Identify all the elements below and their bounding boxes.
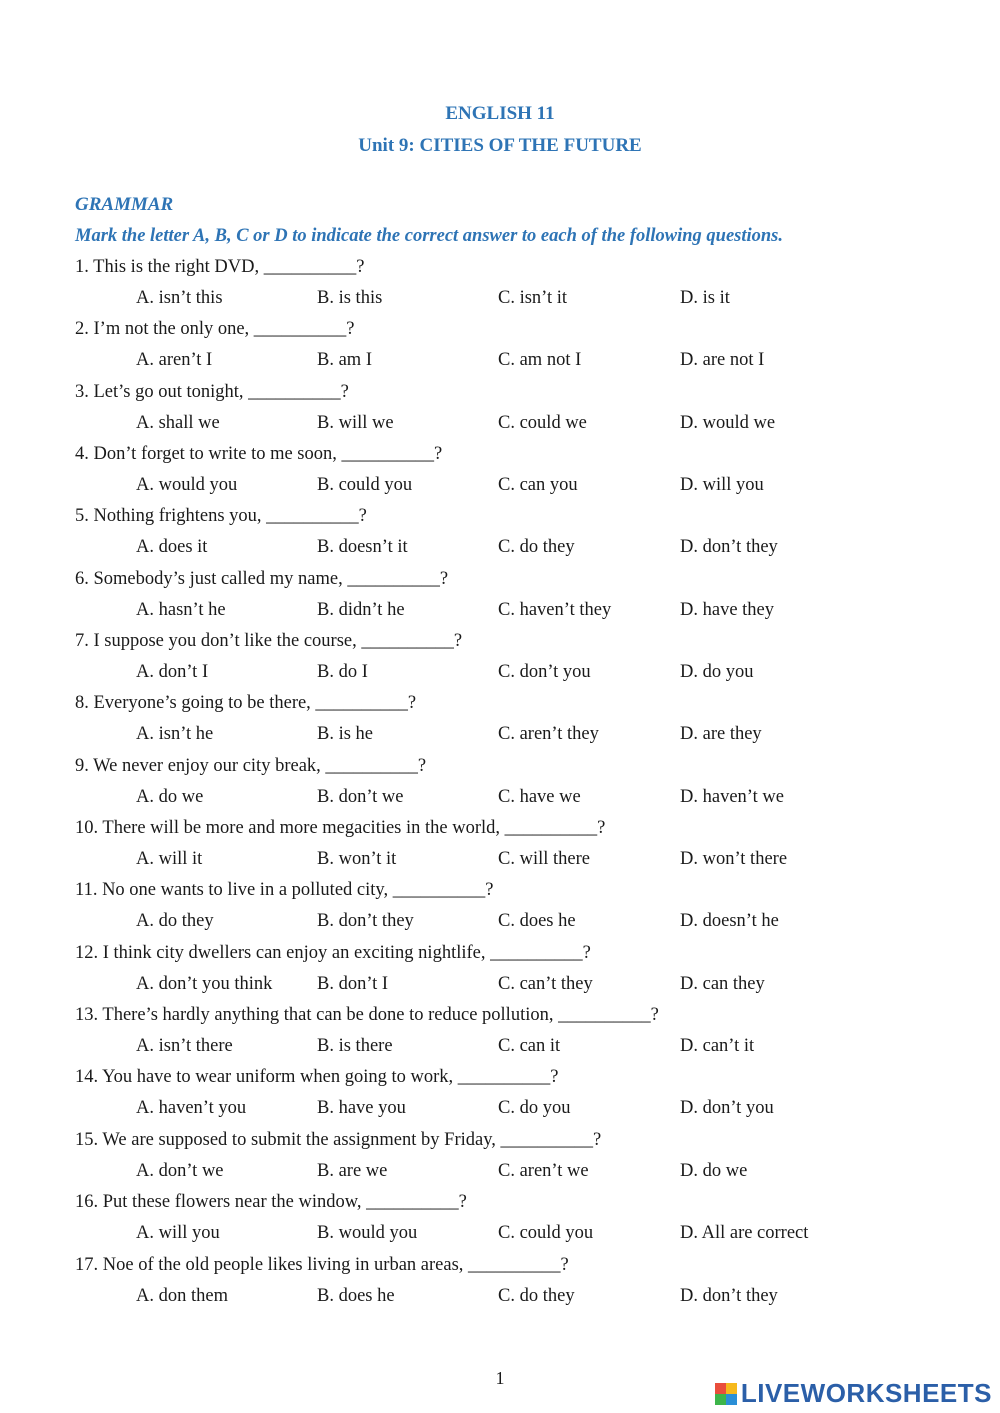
answer-options (75, 1035, 935, 1059)
option-d[interactable]: D. can they (680, 973, 765, 994)
logo-square-green (715, 1394, 726, 1405)
option-b[interactable]: B. have you (317, 1098, 406, 1119)
option-d[interactable]: D. would we (680, 412, 776, 433)
option-c[interactable]: C. isn’t it (498, 288, 568, 308)
answer-options (75, 1222, 935, 1246)
option-c[interactable]: C. aren’t they (498, 724, 599, 745)
question-stem: 9. We never enjoy our city break, __________? (75, 755, 427, 776)
answer-options (75, 723, 935, 747)
question-stem: 17. Noe of the old people likes living in urban areas, __________? (75, 1254, 569, 1275)
option-b[interactable]: B. doesn’t it (317, 537, 408, 558)
option-c[interactable]: C. can’t they (498, 973, 593, 994)
option-a[interactable]: A. isn’t this (136, 288, 223, 308)
option-d[interactable]: D. is it (680, 288, 730, 308)
question-stem: 16. Put these flowers near the window, __________? (75, 1192, 467, 1213)
question-stem: 5. Nothing frightens you, __________? (75, 506, 367, 527)
option-a[interactable]: A. haven’t you (136, 1098, 247, 1119)
section-heading: GRAMMAR (75, 194, 174, 215)
option-a[interactable]: A. will it (136, 849, 203, 870)
question-item (75, 439, 935, 501)
option-d[interactable]: D. won’t there (680, 849, 788, 870)
liveworksheets-logo[interactable] (715, 1378, 992, 1409)
option-d[interactable]: D. are not I (680, 350, 765, 371)
option-b[interactable]: B. are we (317, 1160, 388, 1181)
question-item (75, 1125, 935, 1187)
option-a[interactable]: A. shall we (136, 412, 220, 433)
liveworksheets-brand-text: LIVEWORKSHEETS (740, 1378, 992, 1408)
option-d[interactable]: D. do we (680, 1160, 748, 1181)
answer-options (75, 1097, 935, 1121)
question-stem: 8. Everyone’s going to be there, __________? (75, 693, 417, 714)
option-b[interactable]: B. does he (317, 1285, 395, 1306)
option-a[interactable]: A. will you (136, 1223, 220, 1244)
option-b[interactable]: B. is there (317, 1036, 393, 1057)
option-b[interactable]: B. is this (317, 288, 383, 308)
question-stem: 12. I think city dwellers can enjoy an exciting nightlife, __________? (75, 942, 591, 963)
question-item (75, 1062, 935, 1124)
question-item (75, 1000, 935, 1062)
question-item (75, 1250, 935, 1312)
option-c[interactable]: C. haven’t they (498, 599, 612, 620)
question-stem: 1. This is the right DVD, __________? (75, 257, 365, 277)
option-d[interactable]: D. can’t it (680, 1036, 755, 1057)
option-b[interactable]: B. won’t it (317, 849, 397, 870)
option-d[interactable]: D. don’t you (680, 1098, 774, 1119)
question-item (75, 377, 935, 439)
question-stem: 15. We are supposed to submit the assignment by Friday, __________? (75, 1129, 602, 1150)
option-d[interactable]: D. are they (680, 724, 762, 745)
question-stem: 3. Let’s go out tonight, __________? (75, 381, 349, 402)
option-a[interactable]: A. aren’t I (136, 350, 213, 371)
answer-options (75, 1160, 935, 1184)
option-d[interactable]: D. do you (680, 662, 754, 683)
option-b[interactable]: B. could you (317, 475, 413, 496)
option-d[interactable]: D. have they (680, 599, 775, 620)
question-list (75, 252, 935, 1312)
option-a[interactable]: A. isn’t he (136, 724, 214, 745)
answer-options (75, 973, 935, 997)
option-d[interactable]: D. haven’t we (680, 786, 784, 807)
answer-options (75, 1285, 935, 1309)
answer-options (75, 599, 935, 623)
question-item (75, 626, 935, 688)
answer-options (75, 910, 935, 934)
option-a[interactable]: A. don’t you think (136, 973, 273, 994)
option-a[interactable]: A. do we (136, 786, 204, 807)
option-d[interactable]: D. don’t they (680, 537, 778, 558)
answer-options (75, 474, 935, 498)
answer-options (75, 287, 935, 311)
answer-options (75, 848, 935, 872)
option-a[interactable]: A. hasn’t he (136, 599, 226, 620)
question-item (75, 314, 935, 376)
question-item (75, 688, 935, 750)
question-item (75, 813, 935, 875)
question-item (75, 938, 935, 1000)
option-c[interactable]: C. aren’t we (498, 1160, 589, 1181)
instruction-text: Mark the letter A, B, C or D to indicate the correct answer to each of the following questions. (75, 226, 783, 246)
option-c[interactable]: C. do you (498, 1098, 571, 1119)
option-b[interactable]: B. don’t I (317, 973, 389, 994)
question-item (75, 252, 935, 314)
question-item (75, 564, 935, 626)
option-d[interactable]: D. All are correct (680, 1223, 809, 1244)
answer-options (75, 786, 935, 810)
option-b[interactable]: B. will we (317, 412, 394, 433)
option-b[interactable]: B. am I (317, 350, 372, 371)
question-stem: 13. There’s hardly anything that can be done to reduce pollution, __________? (75, 1005, 659, 1026)
option-b[interactable]: B. is he (317, 724, 374, 745)
question-item (75, 1187, 935, 1249)
question-stem: 10. There will be more and more megacities in the world, __________? (75, 818, 606, 839)
option-b[interactable]: B. didn’t he (317, 599, 405, 620)
option-d[interactable]: D. doesn’t he (680, 911, 779, 932)
logo-square-yellow (726, 1383, 737, 1394)
option-c[interactable]: C. don’t you (498, 662, 591, 683)
option-a[interactable]: A. don them (136, 1285, 228, 1306)
option-b[interactable]: B. don’t we (317, 786, 404, 807)
question-stem: 14. You have to wear uniform when going to work, __________? (75, 1067, 559, 1088)
option-c[interactable]: C. am not I (498, 350, 582, 371)
option-c[interactable]: C. could we (498, 412, 587, 433)
answer-options (75, 536, 935, 560)
option-c[interactable]: C. can you (498, 475, 578, 496)
question-stem: 7. I suppose you don’t like the course, __________? (75, 631, 463, 652)
question-item (75, 501, 935, 563)
option-a[interactable]: A. don’t we (136, 1160, 224, 1181)
option-c[interactable]: C. do they (498, 1285, 575, 1306)
option-c[interactable]: C. can it (498, 1036, 561, 1057)
option-a[interactable]: A. does it (136, 537, 208, 558)
question-stem: 2. I’m not the only one, __________? (75, 319, 355, 340)
option-a[interactable]: A. isn’t there (136, 1036, 233, 1057)
question-stem: 11. No one wants to live in a polluted city, __________? (75, 880, 494, 901)
option-a[interactable]: A. do they (136, 911, 214, 932)
logo-square-blue (726, 1394, 737, 1405)
option-b[interactable]: B. do I (317, 662, 368, 683)
option-c[interactable]: C. have we (498, 786, 581, 807)
question-stem: 4. Don’t forget to write to me soon, __________? (75, 444, 443, 465)
answer-options (75, 349, 935, 373)
option-d[interactable]: D. don’t they (680, 1285, 778, 1306)
option-c[interactable]: C. could you (498, 1223, 594, 1244)
option-c[interactable]: C. does he (498, 911, 576, 932)
document-title: ENGLISH 11 (445, 103, 555, 124)
option-b[interactable]: B. would you (317, 1223, 418, 1244)
answer-options (75, 661, 935, 685)
option-a[interactable]: A. don’t I (136, 662, 209, 683)
answer-options (75, 412, 935, 436)
option-d[interactable]: D. will you (680, 475, 764, 496)
logo-square-red (715, 1383, 726, 1394)
option-c[interactable]: C. will there (498, 849, 590, 870)
option-c[interactable]: C. do they (498, 537, 575, 558)
option-b[interactable]: B. don’t they (317, 911, 414, 932)
page-number: 1 (495, 1368, 505, 1388)
question-item (75, 875, 935, 937)
liveworksheets-icon (715, 1383, 737, 1405)
document-subtitle: Unit 9: CITIES OF THE FUTURE (358, 135, 642, 156)
question-stem: 6. Somebody’s just called my name, __________? (75, 568, 449, 589)
question-item (75, 751, 935, 813)
option-a[interactable]: A. would you (136, 475, 238, 496)
